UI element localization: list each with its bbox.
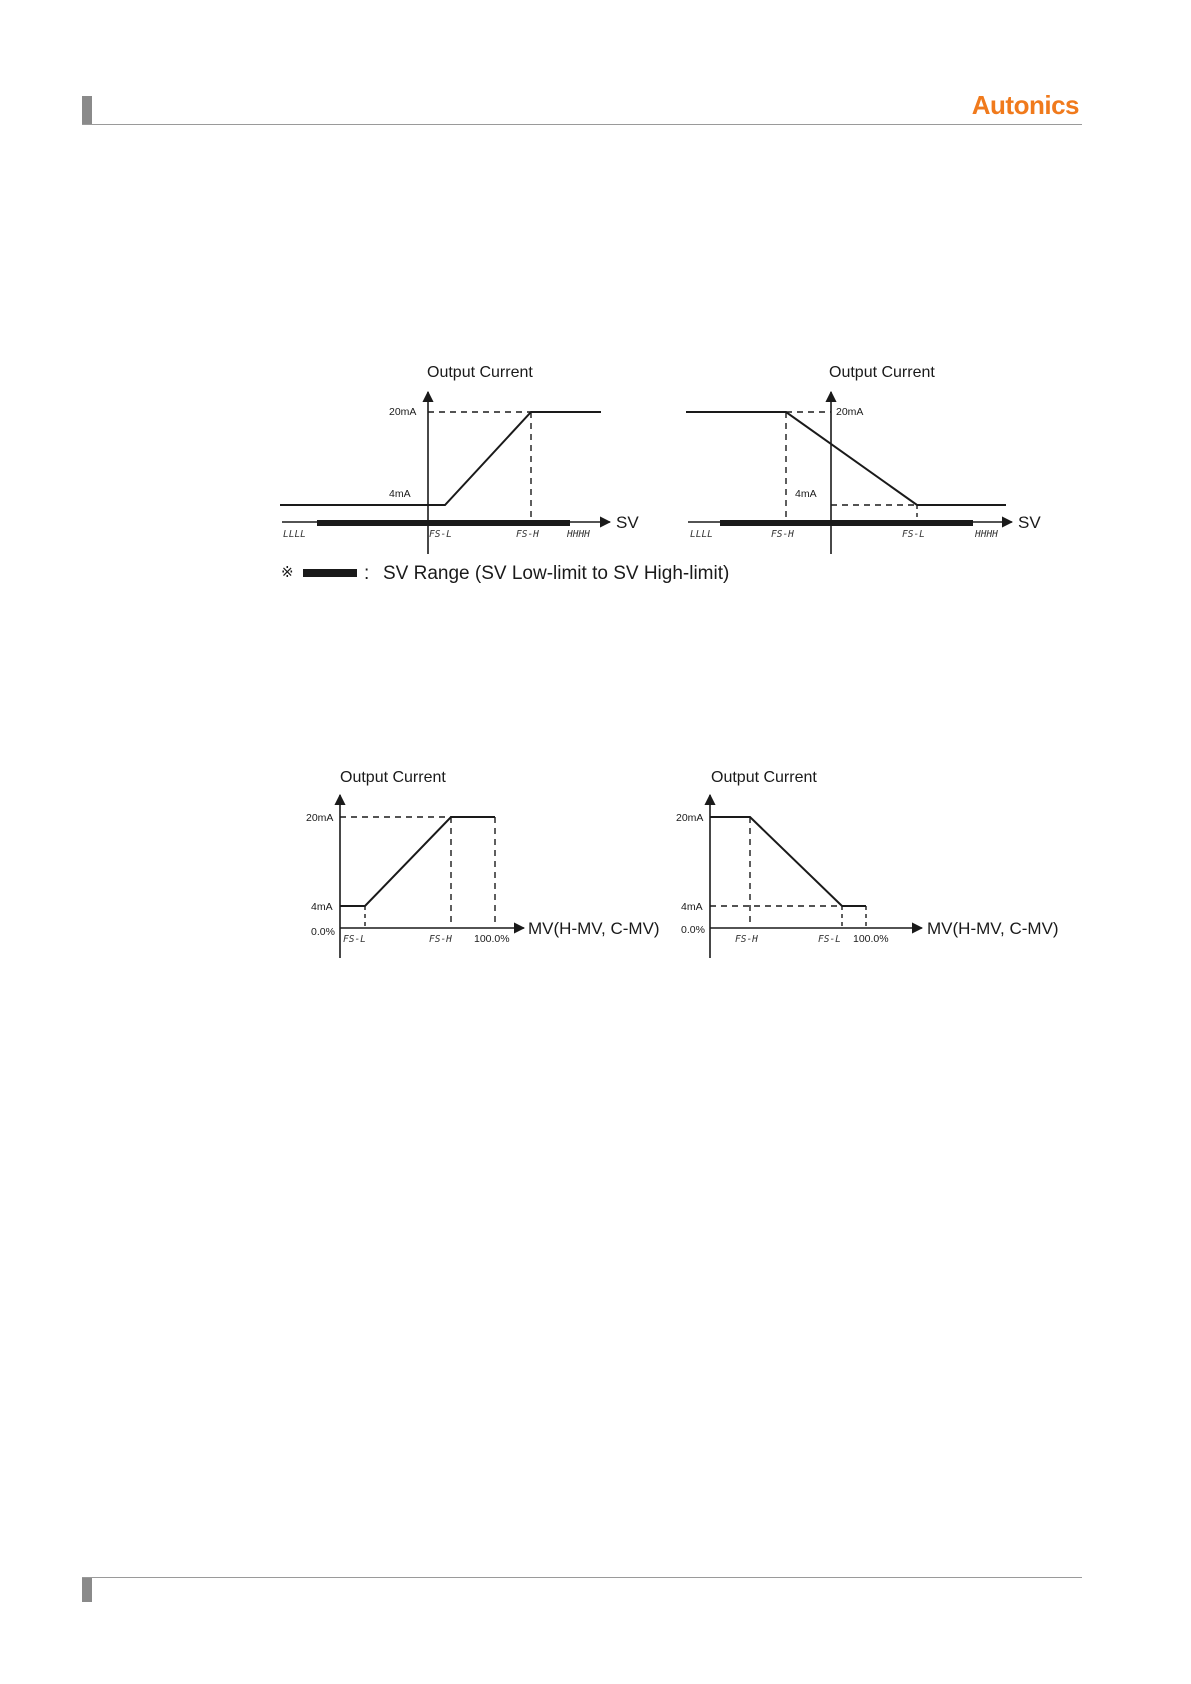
- footer-accent-bar: [82, 1578, 92, 1602]
- tick-label: FS-H: [771, 529, 794, 540]
- y-label-20ma: 20mA: [389, 406, 417, 418]
- y-label-0: 0.0%: [311, 926, 335, 938]
- output-curve: [340, 817, 495, 906]
- y-axis-title: Output Current: [340, 769, 446, 786]
- x-axis-title: SV: [1018, 513, 1041, 532]
- tick-label: 100.0%: [474, 933, 510, 945]
- legend-swatch: [303, 569, 357, 577]
- y-label-4ma: 4mA: [795, 488, 817, 500]
- tick-label: 100.0%: [853, 933, 889, 945]
- legend-text: SV Range (SV Low-limit to SV High-limit): [383, 563, 730, 584]
- tick-label: FS-H: [735, 934, 758, 945]
- tick-label: HHHH: [975, 529, 998, 540]
- sv-range-bar: [720, 520, 973, 526]
- brand-logo: Autonics: [971, 90, 1079, 120]
- tick-label: FS-H: [429, 934, 452, 945]
- tick-label: HHHH: [567, 529, 590, 540]
- output-curve: [280, 412, 601, 505]
- output-curve: [710, 817, 866, 906]
- y-axis-title: Output Current: [829, 364, 935, 381]
- y-axis-title: Output Current: [711, 769, 817, 786]
- sv-range-legend: [281, 563, 729, 584]
- tick-label: FS-H: [516, 529, 539, 540]
- tick-label: FS-L: [343, 934, 366, 945]
- tick-label: LLLL: [690, 529, 713, 540]
- x-axis-title: MV(H-MV, C-MV): [927, 919, 1059, 938]
- y-label-20ma: 20mA: [676, 812, 704, 824]
- y-label-4ma: 4mA: [389, 488, 411, 500]
- footer-rule: [82, 1577, 1082, 1578]
- sv-chart-left: [280, 364, 639, 554]
- y-label-20ma: 20mA: [836, 406, 864, 418]
- y-label-20ma: 20mA: [306, 812, 334, 824]
- tick-label: FS-L: [429, 529, 452, 540]
- tick-label: FS-L: [818, 934, 841, 945]
- tick-label: FS-L: [902, 529, 925, 540]
- note-symbol: ※: [281, 564, 294, 581]
- sv-chart-right: [686, 364, 1041, 554]
- tick-label: LLLL: [283, 529, 306, 540]
- x-axis-title: MV(H-MV, C-MV): [528, 919, 660, 938]
- legend-colon: :: [364, 563, 370, 584]
- y-label-4ma: 4mA: [311, 901, 333, 913]
- x-axis-title: SV: [616, 513, 639, 532]
- y-label-0: 0.0%: [681, 924, 705, 936]
- y-label-4ma: 4mA: [681, 901, 703, 913]
- mv-chart-left: [306, 769, 660, 958]
- sv-range-bar: [317, 520, 570, 526]
- y-axis-title: Output Current: [427, 364, 533, 381]
- output-curve: [686, 412, 1006, 505]
- mv-chart-right: [676, 769, 1059, 958]
